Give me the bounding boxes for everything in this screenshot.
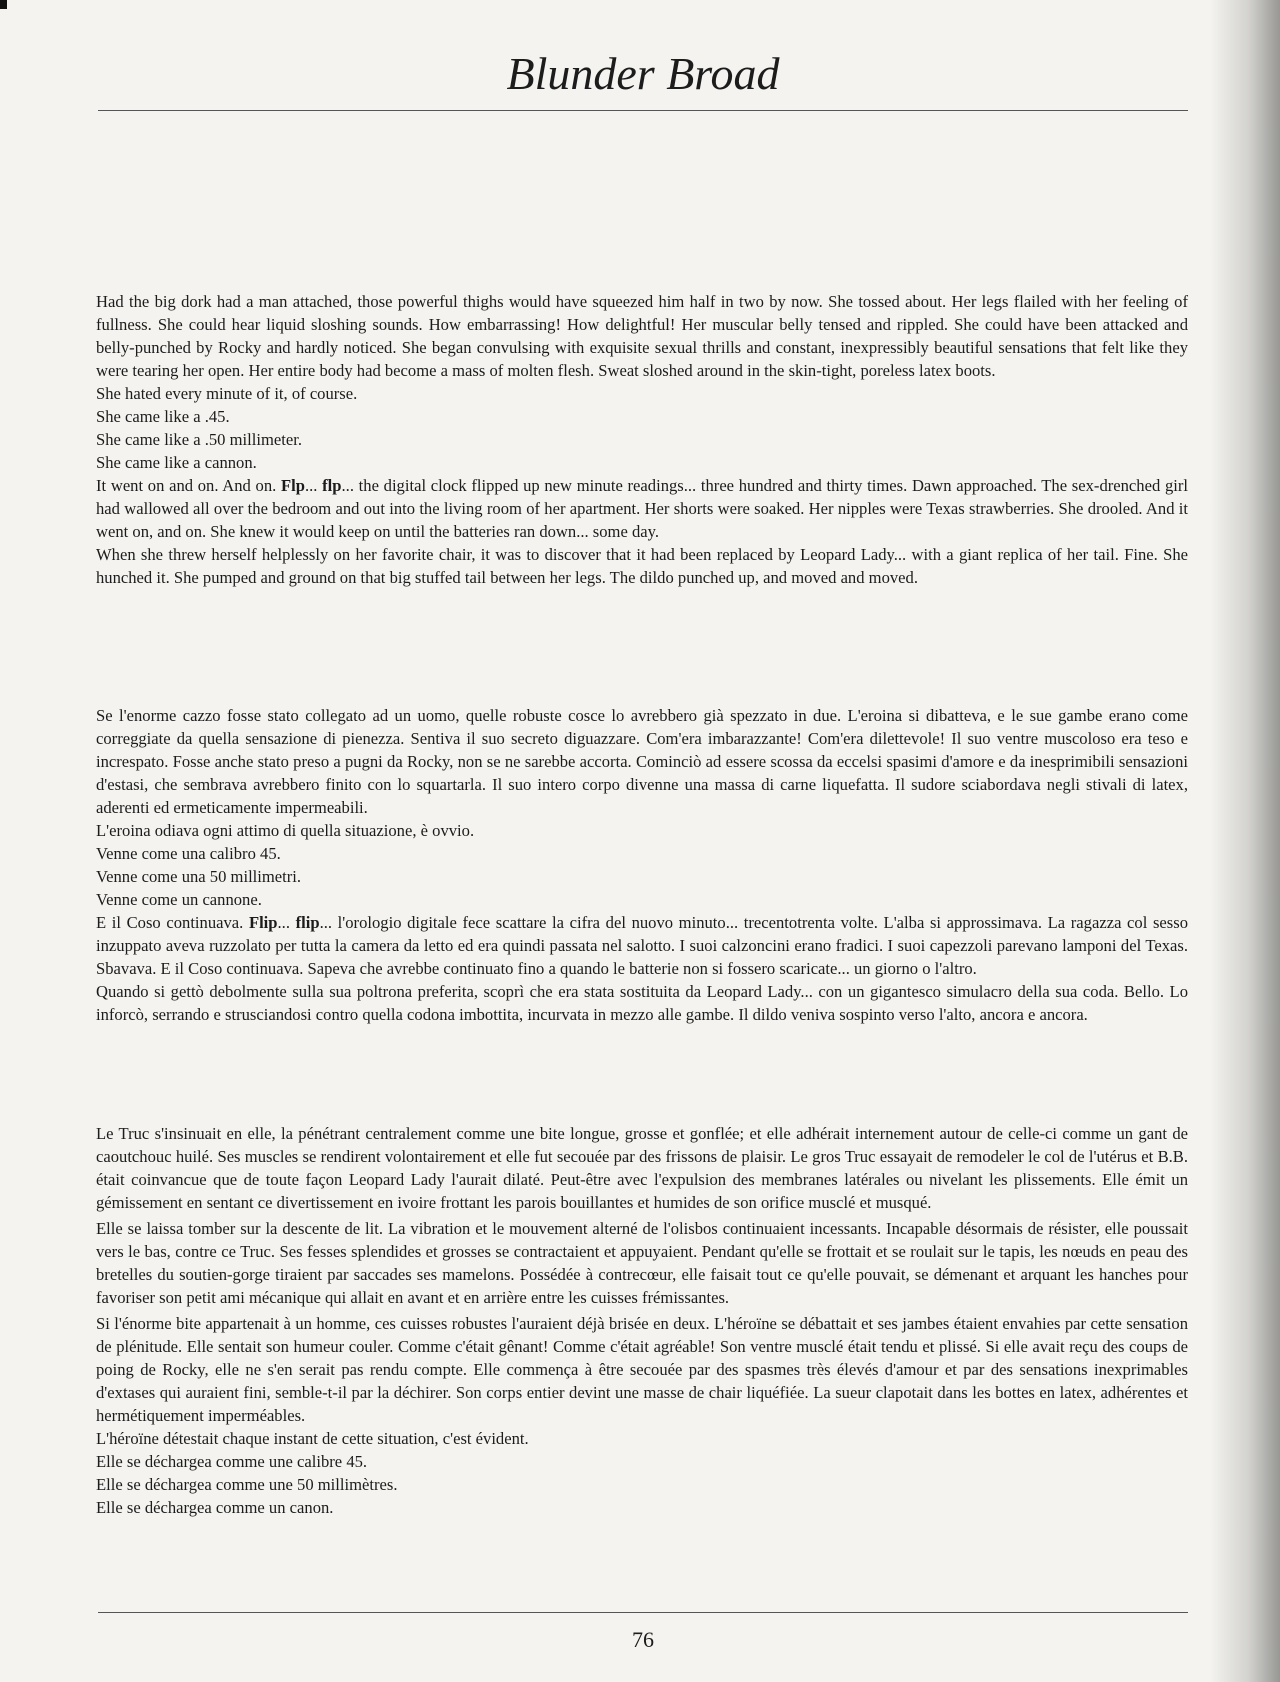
page-edge-shadow xyxy=(1210,0,1280,1682)
paragraph: When she threw herself helplessly on her favorite chair, it was to discover that it had been replaced by Leopard Lady... with a giant replica of her tail. Fine. She hunched it. She pumped and ground on that big stuffed tail between her legs. The dildo punched up, and moved and moved. xyxy=(96,545,1188,587)
paragraph: Elle se laissa tomber sur la descente de lit. La vibration et le mouvement alterné de l'olisbos continuaient incessants. Incapable désormais de résister, elle poussait vers le bas, contre ce Truc. Ses fesses splendides et grosses se contractaient et appuyaient. Pendant qu'elle se frottait et se roulait sur le tapis, les nœuds en peau des bretelles du soutien-gorge tiraient par saccades ses mamelons. Possédée à contrecœur, elle faisait tout ce qu'elle pouvait, se démenant et arquant les hanches pour favoriser son petit ami mécanique qui allait en avant et en arrière entre les cuisses frémissantes. xyxy=(96,1219,1188,1307)
paragraph: She came like a .45. xyxy=(96,407,230,426)
footer-rule xyxy=(98,1612,1188,1613)
paragraph: Si l'énorme bite appartenait à un homme, ces cuisses robustes l'auraient déjà brisée en deux. L'héroïne se débattait et ses jambes étaient envahies par cette sensation de plénitude. Elle sentait son humeur couler. Comme c'était gênant! Comme c'était agréable! Son ventre musclé était tendu et plissé. Si elle avait reçu des coups de poing de Rocky, elle ne s'en serait pas rendu compte. Elle commença à être secouée par des spasmes très élevés d'amour et par des sensations inexprimables d'extases qui auraient fini, semble-t-il par la déchirer. Son corps entier devint une masse de chair liquéfiée. La sueur clapotait dans les bottes en latex, adhérentes et hermétiquement imperméables. xyxy=(96,1314,1188,1425)
paragraph: Elle se déchargea comme une calibre 45. xyxy=(96,1452,368,1471)
paragraph: She came like a .50 millimeter. xyxy=(96,430,302,449)
paragraph: L'héroïne détestait chaque instant de cette situation, c'est évident. xyxy=(96,1429,529,1448)
paragraph: Le Truc s'insinuait en elle, la pénétrant centralement comme une bite longue, grosse et gonflée; et elle adhérait internement autour de celle-ci comme un gant de caoutchouc huilé. Ses muscles se rendirent volontairement et elle fut secouée par des frissons de plaisir. Le gros Truc essayait de remodeler le col de l'utérus et B.B. était coinvancue que de toute façon Leopard Lady l'aurait dilaté. Peut-être avec l'expulsion des membranes latérales ou nivelant les plissements. Elle émit un gémissement en sentant ce divertissement en ivoire frottant les parois bouillantes et humides de son orifice musclé et musqué. xyxy=(96,1124,1188,1212)
page-number: 76 xyxy=(632,1627,654,1652)
bold-text: Flip xyxy=(248,913,278,932)
bold-text: flip xyxy=(295,913,320,932)
paragraph: Had the big dork had a man attached, those powerful thighs would have squeezed him half in two by now. She tossed about. Her legs flailed with her feeling of fullness. She could hear liquid sloshing sounds. How embarrassing! How delightful! Her muscular belly tensed and rippled. She could have been attacked and belly-punched by Rocky and hardly noticed. She began convulsing with exquisite sexual thrills and constant, inexpressibly beautiful sensations that felt like they were tearing her open. Her entire body had become a mass of molten flesh. Sweat sloshed around in the skin-tight, poreless latex boots. xyxy=(96,292,1188,380)
scan-corner-mark xyxy=(0,0,7,9)
italian-section xyxy=(96,704,1188,1026)
text-run: ... the digital clock flipped up new minute readings... three hundred and thirty times. Dawn approached. The sex-drenched girl had wallowed all over the bedroom and out into the living room of her apartment. Her shorts were soaked. Her nipples were Texas strawberries. She drooled. And it went on, and on. She knew it would keep on until the batteries ran down... some day. xyxy=(96,476,1188,541)
paragraph: Venne come una calibro 45. xyxy=(96,844,281,863)
paragraph: Se l'enorme cazzo fosse stato collegato ad un uomo, quelle robuste cosce lo avrebbero già spezzato in due. L'eroina si dibatteva, e le sue gambe erano come correggiate da quella sensazione di pienezza. Sentiva il suo secreto diguazzare. Com'era imbarazzante! Com'era dilettevole! Il suo ventre muscoloso era teso e increspato. Fosse anche stato preso a pugni da Rocky, non se ne sarebbe accorta. Cominciò ad essere scossa da eccelsi spasimi d'amore e da inesprimibili sensazioni d'estasi, che sembrava avrebbero finito con lo squartarla. Il suo intero corpo divenne una massa di carne liquefatta. Il sudore sciabordava negli stivali di latex, aderenti ed ermeticamente impermeabili. xyxy=(96,706,1188,817)
text-run: E il Coso continuava. xyxy=(96,913,249,932)
paragraph: Elle se déchargea comme un canon. xyxy=(96,1498,334,1517)
text-run: It went on and on. And on. xyxy=(96,476,282,495)
paragraph: Quando si gettò debolmente sulla sua poltrona preferita, scoprì che era stata sostituita da Leopard Lady... con un gigantesco simulacro della sua coda. Bello. Lo inforcò, serrando e strusciandosi contro quella codona imbottita, incurvata in mezzo alle gambe. Il dildo veniva sospinto verso l'alto, ancora e ancora. xyxy=(96,982,1188,1024)
english-section xyxy=(96,290,1188,589)
paragraph: She hated every minute of it, of course. xyxy=(96,384,358,403)
header-rule xyxy=(98,110,1188,111)
paragraph: L'eroina odiava ogni attimo di quella situazione, è ovvio. xyxy=(96,821,475,840)
paragraph: She came like a cannon. xyxy=(96,453,257,472)
bold-text: Flp xyxy=(281,476,305,495)
paragraph: Venne come un cannone. xyxy=(96,890,262,909)
paragraph xyxy=(96,911,1188,980)
bold-text: flp xyxy=(322,476,342,495)
french-section xyxy=(96,1122,1188,1519)
text-run: ... xyxy=(305,476,323,495)
paragraph: Venne come una 50 millimetri. xyxy=(96,867,302,886)
paragraph xyxy=(96,474,1188,543)
paragraph: Elle se déchargea comme une 50 millimètres. xyxy=(96,1475,398,1494)
text-run: ... l'orologio digitale fece scattare la cifra del nuovo minuto... trecentotrenta volte. L'alba si approssimava. La ragazza col sesso inzuppato aveva ruzzolato per tutta la camera da letto ed era quindi passata nel salotto. I suoi calzoncini erano fradici. I suoi capezzoli parevano lamponi del Texas. Sbavava. E il Coso continuava. Sapeva che avrebbe continuato fino a quando le batterie non si fossero scaricate... un giorno o l'altro. xyxy=(96,913,1188,978)
text-run: ... xyxy=(277,913,296,932)
page-title: Blunder Broad xyxy=(506,48,780,99)
